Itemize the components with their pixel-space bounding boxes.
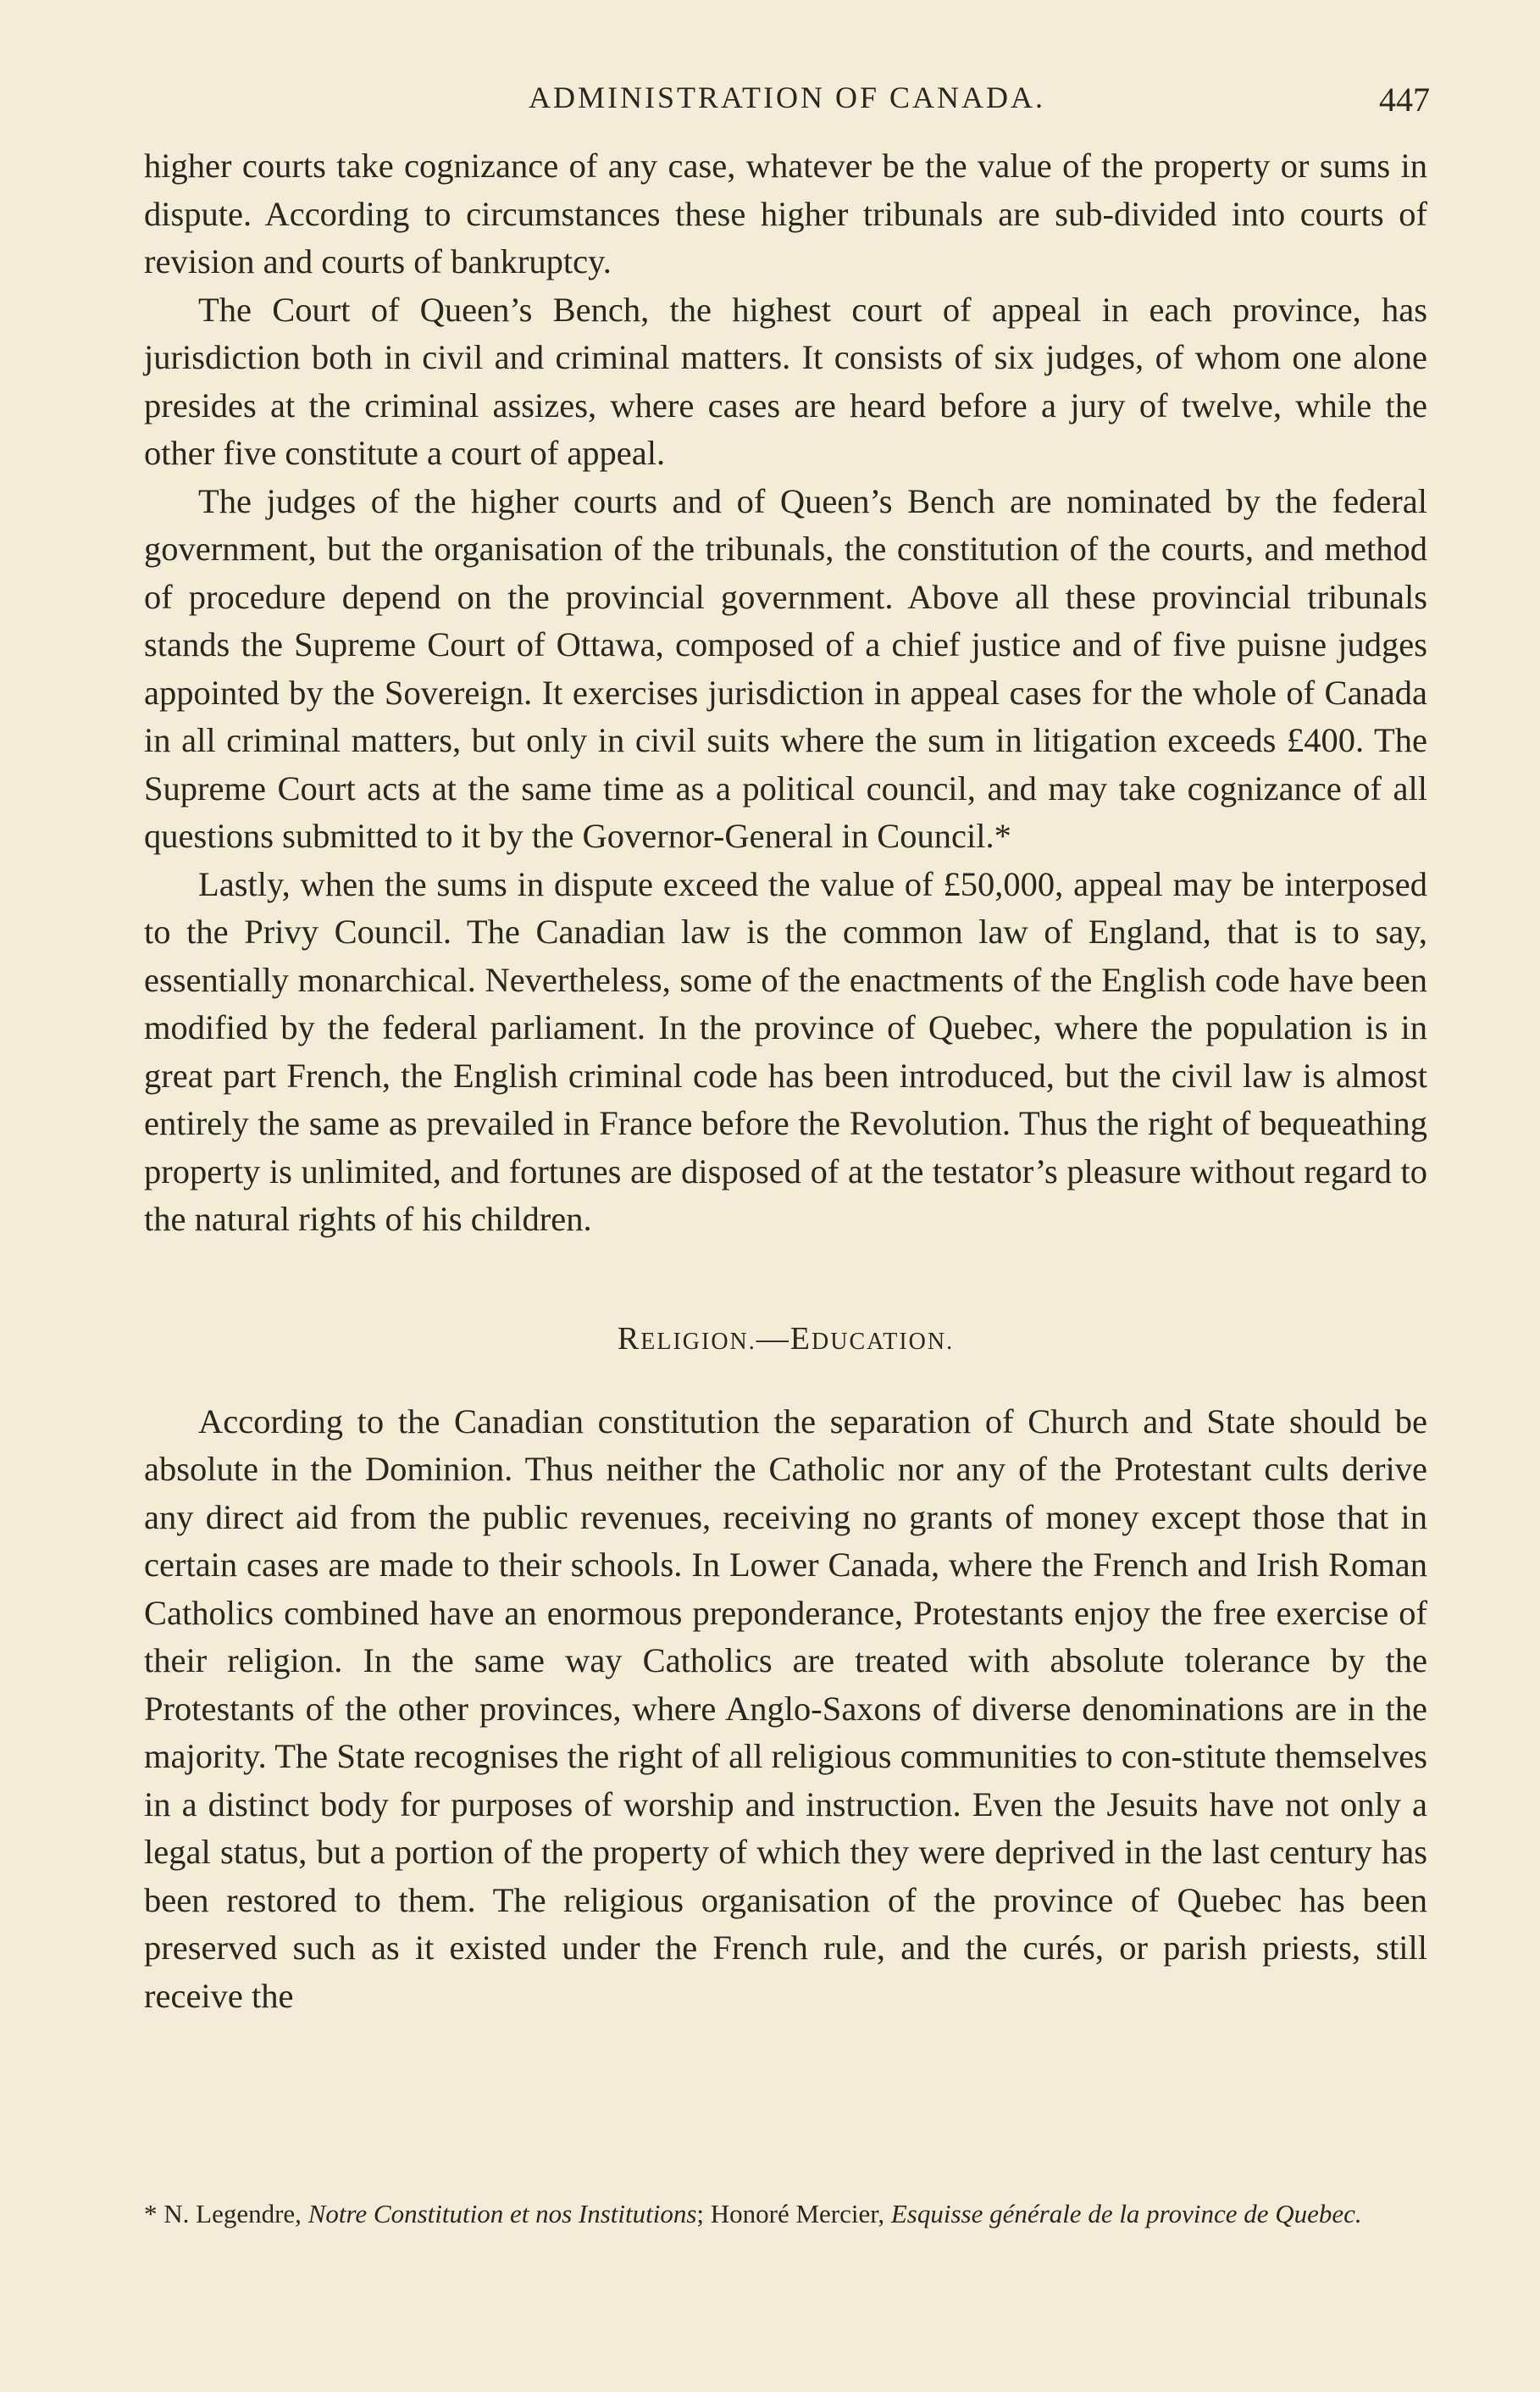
paragraph-1: higher courts take cognizance of any case, whatever be the value of the property or sums in dispute. According to circumstances these higher tribunals are sub-divided into courts of revision and courts of bankruptcy. [144, 147, 1427, 280]
running-head [144, 75, 1430, 125]
heading-initial-e: E [789, 1320, 812, 1357]
footnote-marker: * [144, 2199, 164, 2228]
running-title: ADMINISTRATION OF CANADA. [528, 80, 1045, 114]
section-heading [144, 1315, 1427, 1366]
heading-education-rest: DUCATION. [812, 1328, 955, 1355]
page-number: 447 [1379, 80, 1430, 119]
footnote-work-2: Esquisse générale de la province de Quebec. [890, 2199, 1362, 2228]
paragraph-2: The Court of Queen’s Bench, the highest court of appeal in each province, has jurisdiction both in civil and criminal matters. It consists of six judges, of whom one alone presides at the criminal assizes, where cases are heard before a jury of twelve, while the other five constitute a court of appeal. [144, 290, 1427, 472]
heading-religion-rest: ELIGION. [640, 1328, 756, 1355]
footnote [144, 2193, 1427, 2235]
body-text [144, 142, 1427, 2020]
paragraph-3: The judges of the higher courts and of Queen’s Bench are nominated by the federal government, but the organisation of the tribunals, the constitution of the courts, and method of procedure depend on the provincial government. Above all these provincial tribunals stands the Supreme Court of Ottawa, composed of a chief justice and of five puisne judges appointed by the Sovereign. It exercises jurisdiction in appeal cases for the whole of Canada in all criminal matters, but only in civil suits where the sum in litigation exceeds £400. The Supreme Court acts at the same time as a political council, and may take cognizance of all questions submitted to it by the Governor-General in Council.* [144, 481, 1427, 855]
footnote-author-1: N. Legendre, [163, 2199, 308, 2228]
heading-initial-r: R [617, 1320, 641, 1357]
section-paragraph: According to the Canadian constitution the separation of Church and State should be absolute in the Dominion. Thus neither the Catholic nor any of the Protestant cults derive any direct aid from the public revenues, receiving no grants of money except those that in certain cases are made to their schools. In Lower Canada, where the French and Irish Roman Catholics combined have an enormous preponderance, Protestants enjoy the free exercise of their religion. In the same way Catholics are treated with absolute tolerance by the Protestants of the other provinces, where Anglo-Saxons of diverse denominations are in the majority. The State recognises the right of all religious communities to con-stitute themselves in a distinct body for purposes of worship and instruction. Even the Jesuits have not only a legal status, but a portion of the property of which they were deprived in the last century has been restored to them. The religious organisation of the province of Quebec has been preserved such as it existed under the French rule, and the curés, or parish priests, still receive the [144, 1401, 1427, 2015]
footnote-separator: ; Honoré Mercier, [696, 2199, 891, 2228]
footnote-work-1: Notre Constitution et nos Institutions [307, 2199, 697, 2228]
heading-dash: — [756, 1320, 790, 1357]
paragraph-4: Lastly, when the sums in dispute exceed the value of £50,000, appeal may be interposed to the Privy Council. The Canadian law is the common law of England, that is to say, essentially monarchical. Nevertheless, some of the enactments of the English code have been modified by the federal parliament. In the province of Quebec, where the population is in great part French, the English criminal code has been introduced, but the civil law is almost entirely the same as prevailed in France before the Revolution. Thus the right of bequeathing property is unlimited, and fortunes are disposed of at the testator’s pleasure without regard to the natural rights of his children. [144, 864, 1427, 1238]
